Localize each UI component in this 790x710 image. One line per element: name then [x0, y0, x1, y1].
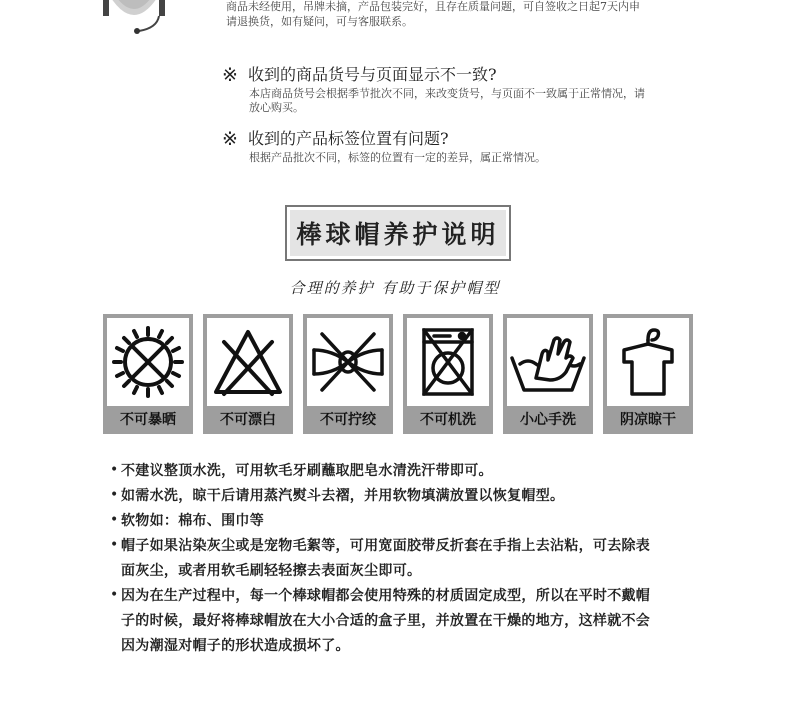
care-label: 不可机洗 [420, 412, 476, 428]
faq-question: 收到的产品标签位置有问题? [248, 129, 449, 148]
care-label: 阴凉晾干 [620, 412, 676, 428]
no-machine-wash-icon [407, 318, 489, 406]
care-card [203, 314, 293, 434]
care-card [503, 314, 593, 434]
care-card [603, 314, 693, 434]
note-line: 面灰尘，或者用软毛刷轻轻擦去表面灰尘即可。 [121, 563, 422, 579]
faq-mark-icon: ※ [222, 128, 238, 150]
note-bullet: • [110, 462, 119, 478]
no-bleach-icon [207, 318, 289, 406]
care-label: 小心手洗 [520, 412, 576, 428]
care-title: 棒球帽养护说明 [290, 210, 506, 256]
note-line: 软物如：棉布、围巾等 [121, 513, 264, 529]
note-line: 子的时候，最好将棒球帽放在大小合适的盒子里，并放置在干燥的地方，这样就不会 [121, 613, 651, 629]
care-subtitle: 合理的养护 有助于保护帽型 [289, 279, 501, 297]
note-bullet: • [110, 587, 119, 603]
faq-mark-icon: ※ [222, 64, 238, 86]
note-line: 帽子如果沾染灰尘或是宠物毛絮等，可用宽面胶带反折套在手指上去沾粘，可去除表 [121, 538, 651, 554]
note-line: 因为潮湿对帽子的形状造成损坏了。 [121, 638, 350, 654]
note-line: 如需水洗，晾干后请用蒸汽熨斗去褶，并用软物填满放置以恢复帽型。 [121, 488, 565, 504]
faq-answer: 根据产品批次不同，标签的位置有一定的差异，属正常情况。 [249, 151, 546, 164]
care-title-box [285, 205, 511, 261]
customer-service-avatar-icon [103, 0, 165, 38]
faq-question: 收到的商品货号与页面显示不一致? [248, 65, 497, 84]
note-bullet: • [110, 487, 119, 503]
hang-dry-icon [607, 318, 689, 406]
return-policy-line-1: 商品未经使用，吊牌未摘，产品包装完好，且存在质量问题，可自签收之日起7天内申 [226, 0, 640, 13]
note-bullet: • [110, 512, 119, 528]
note-line: 不建议整顶水洗，可用软毛牙刷蘸取肥皂水清洗汗带即可。 [121, 463, 493, 479]
note-bullet: • [110, 537, 119, 553]
care-card [103, 314, 193, 434]
care-label: 不可暴晒 [120, 412, 176, 428]
no-sun-drying-icon [107, 318, 189, 406]
care-label: 不可漂白 [220, 412, 276, 428]
no-wring-icon [307, 318, 389, 406]
note-line: 因为在生产过程中，每一个棒球帽都会使用特殊的材质固定成型，所以在平时不戴帽 [121, 588, 651, 604]
return-policy-line-2: 请退换货，如有疑问，可与客服联系。 [226, 15, 413, 28]
care-card [303, 314, 393, 434]
care-card [403, 314, 493, 434]
faq-answer: 放心购买。 [249, 101, 304, 114]
faq-answer: 本店商品货号会根据季节批次不同，来改变货号，与页面不一致属于正常情况，请 [249, 87, 645, 100]
hand-wash-icon [507, 318, 589, 406]
care-label: 不可拧绞 [320, 412, 376, 428]
